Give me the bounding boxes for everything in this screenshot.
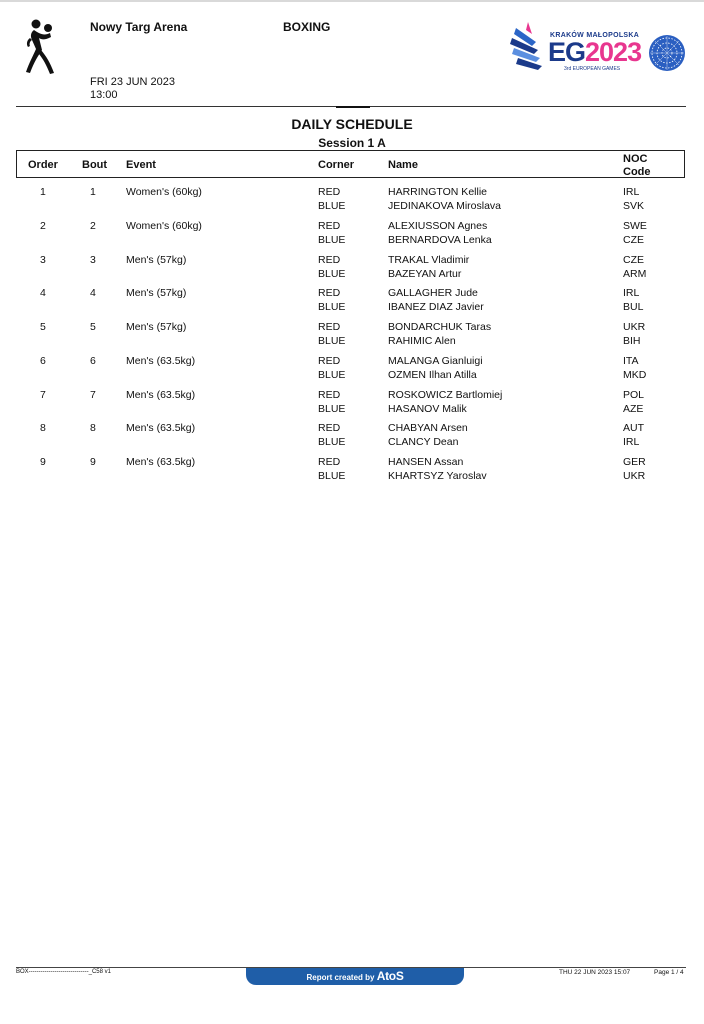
cell-red-noc: IRL (623, 186, 640, 198)
cell-event: Women's (60kg) (126, 186, 202, 198)
cell-blue-corner: BLUE (318, 267, 346, 280)
cell-blue-name: CLANCY Dean (388, 436, 459, 449)
cell-red-corner: RED (318, 321, 341, 333)
column-header-noc (623, 153, 651, 179)
cell-red-noc: ITA (623, 354, 639, 367)
cell-blue-noc: CZE (623, 233, 644, 246)
event-datetime (90, 76, 175, 102)
cell-order: 9 (40, 456, 46, 468)
cell-blue-noc: AZE (623, 402, 644, 415)
cell-order: 5 (40, 321, 46, 333)
cell-blue-name: RAHIMIC Alen (388, 335, 456, 347)
column-header-corner: Corner (318, 159, 355, 171)
cell-blue-name: OZMEN Ilhan Atilla (388, 368, 477, 381)
logo-mark (548, 38, 641, 66)
cell-blue-noc: UKR (623, 470, 646, 482)
cell-red-name: GALLAGHER Jude (388, 287, 478, 300)
cell-blue-corner: BLUE (318, 470, 346, 482)
cell-bout: 4 (90, 287, 96, 300)
table-row (0, 286, 704, 316)
footer-report-code: BOX------------------------------_C58 v1 (16, 969, 111, 975)
cell-bout: 7 (90, 388, 96, 401)
table-row (0, 388, 704, 418)
cell-event: Men's (63.5kg) (126, 354, 196, 367)
boxing-pictogram-icon (24, 18, 60, 76)
cell-blue-name: JEDINAKOVA Miroslava (388, 200, 502, 212)
cell-red-corner: RED (318, 456, 341, 468)
footer-brand-logo: AtoS (376, 969, 404, 983)
cell-blue-corner: BLUE (318, 301, 346, 314)
cell-bout: 8 (90, 422, 96, 435)
cell-red-name: BONDARCHUK Taras (388, 321, 492, 333)
table-row (0, 354, 704, 384)
table-row (0, 320, 704, 350)
cell-red-noc: CZE (623, 253, 644, 266)
cell-blue-noc: BIH (623, 335, 641, 347)
european-games-emblem-icon (506, 20, 546, 72)
cell-blue-corner: BLUE (318, 402, 346, 415)
table-row (0, 455, 704, 485)
cell-blue-noc: BUL (623, 301, 644, 314)
footer-printed-date: THU 22 JUN 2023 15:07 (559, 969, 631, 976)
cell-blue-corner: BLUE (318, 200, 346, 212)
cell-blue-name: BERNARDOVA Lenka (388, 233, 492, 246)
eoc-stars-logo (648, 34, 686, 72)
cell-red-corner: RED (318, 422, 341, 435)
page-title: DAILY SCHEDULE (291, 116, 413, 132)
cell-red-corner: RED (318, 219, 341, 232)
logo-subtitle: 3rd EUROPEAN GAMES (564, 66, 621, 72)
cell-red-corner: RED (318, 186, 341, 198)
column-header-event: Event (126, 159, 156, 171)
cell-red-name: ALEXIUSSON Agnes (388, 219, 488, 232)
footer-page-number: Page 1 / 4 (654, 969, 684, 976)
cell-order: 2 (40, 219, 46, 232)
cell-red-corner: RED (318, 253, 341, 266)
cell-blue-corner: BLUE (318, 368, 346, 381)
cell-red-name: TRAKAL Vladimir (388, 253, 470, 266)
cell-red-name: CHABYAN Arsen (388, 422, 468, 435)
table-row (0, 253, 704, 283)
cell-order: 1 (40, 186, 46, 198)
table-row (0, 185, 704, 215)
table-row (0, 421, 704, 451)
cell-event: Men's (63.5kg) (126, 422, 196, 435)
cell-blue-noc: ARM (623, 267, 647, 280)
cell-blue-name: IBANEZ DIAZ Javier (388, 301, 484, 314)
cell-order: 3 (40, 253, 46, 266)
cell-bout: 1 (90, 186, 96, 198)
event-time: 13:00 (90, 89, 118, 101)
cell-blue-name: BAZEYAN Artur (388, 267, 462, 280)
event-date: FRI 23 JUN 2023 (90, 76, 175, 88)
venue-name: Nowy Targ Arena (90, 20, 188, 34)
cell-event: Men's (57kg) (126, 321, 187, 333)
table-header (16, 150, 685, 178)
cell-event: Men's (63.5kg) (126, 388, 196, 401)
column-header-noc-line2: Code (623, 166, 651, 178)
cell-bout: 3 (90, 253, 96, 266)
cell-red-noc: AUT (623, 422, 644, 435)
cell-event: Men's (57kg) (126, 287, 187, 300)
cell-red-corner: RED (318, 287, 341, 300)
cell-event: Women's (60kg) (126, 219, 202, 232)
cell-red-noc: IRL (623, 287, 640, 300)
cell-blue-corner: BLUE (318, 335, 346, 347)
column-header-name: Name (388, 159, 418, 171)
table-row (0, 219, 704, 249)
cell-red-corner: RED (318, 354, 341, 367)
cell-blue-corner: BLUE (318, 436, 346, 449)
cell-bout: 6 (90, 354, 96, 367)
cell-bout: 9 (90, 456, 96, 468)
cell-red-noc: SWE (623, 219, 647, 232)
sport-name: BOXING (283, 20, 331, 34)
cell-blue-noc: IRL (623, 436, 640, 449)
top-border (0, 0, 704, 2)
column-header-bout: Bout (82, 159, 108, 171)
cell-event: Men's (57kg) (126, 253, 187, 266)
cell-blue-corner: BLUE (318, 233, 346, 246)
column-header-noc-line1: NOC (623, 153, 648, 165)
cell-blue-name: KHARTSYZ Yaroslav (388, 470, 487, 482)
cell-bout: 5 (90, 321, 96, 333)
session-title: Session 1 A (318, 136, 386, 150)
cell-red-name: HANSEN Assan (388, 456, 464, 468)
footer-report-band (246, 968, 464, 985)
cell-order: 8 (40, 422, 46, 435)
footer-report-text: Report created by (306, 973, 375, 982)
cell-order: 6 (40, 354, 46, 367)
header-divider-accent (336, 106, 370, 108)
cell-red-noc: UKR (623, 321, 646, 333)
column-header-order: Order (28, 159, 58, 171)
cell-red-name: MALANGA Gianluigi (388, 354, 483, 367)
logo-city: KRAKÓW MAŁOPOLSKA (550, 32, 640, 39)
cell-order: 7 (40, 388, 46, 401)
cell-blue-noc: SVK (623, 200, 645, 212)
cell-order: 4 (40, 287, 46, 300)
cell-blue-name: HASANOV Malik (388, 402, 467, 415)
logo-mark-left: EG (548, 37, 586, 67)
logo-mark-right: 2023 (585, 37, 642, 67)
cell-red-name: ROSKOWICZ Bartlomiej (388, 388, 503, 401)
cell-event: Men's (63.5kg) (126, 456, 196, 468)
cell-blue-noc: MKD (623, 368, 647, 381)
cell-red-corner: RED (318, 388, 341, 401)
cell-red-noc: POL (623, 388, 645, 401)
cell-red-name: HARRINGTON Kellie (388, 186, 487, 198)
european-games-logo (502, 18, 640, 74)
cell-red-noc: GER (623, 456, 646, 468)
cell-bout: 2 (90, 219, 96, 232)
